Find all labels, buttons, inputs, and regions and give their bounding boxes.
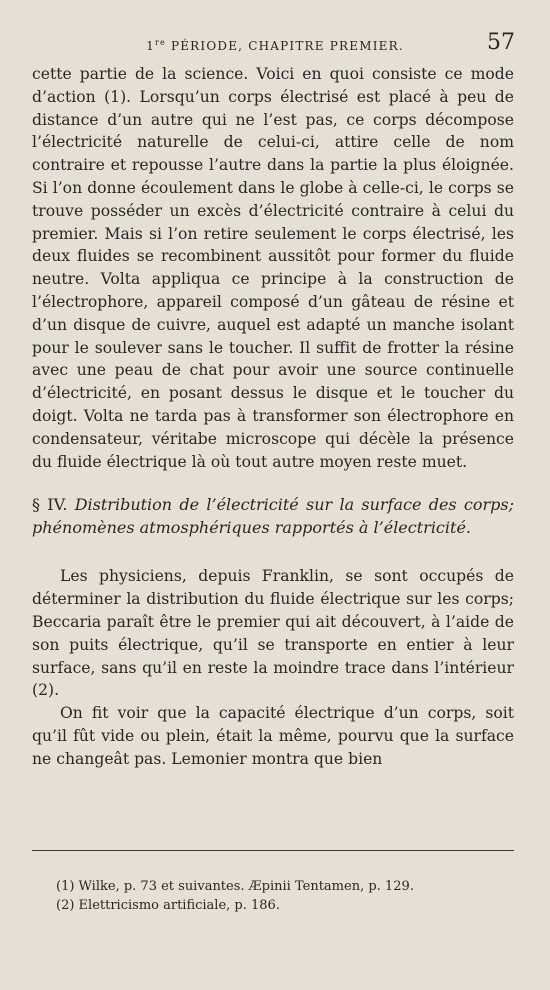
footnote-rule <box>32 850 514 851</box>
period-number: 1 <box>146 39 155 53</box>
section-number: § IV. <box>32 495 68 515</box>
page-number: 57 <box>487 30 515 55</box>
footnotes <box>56 877 414 915</box>
running-title-text: PÉRIODE, CHAPITRE PREMIER. <box>165 39 404 53</box>
section-title: Distribution de l’électricité sur la surface des corps; phénomènes atmosphériques rapportés à l’électricité. <box>32 495 514 538</box>
paragraph: Les physiciens, depuis Franklin, se sont occupés de déterminer la distribution du fluide électrique sur les corps; Beccaria paraît être le premier qui ait découvert, à l’aide de son puits électrique, qu’il se transporte en entier à leur surface, sans qu’il en reste la moindre trace dans l’intérieur (2). <box>32 567 514 700</box>
main-text <box>32 63 514 771</box>
running-header <box>0 26 550 56</box>
section-heading <box>32 493 514 539</box>
running-title <box>0 38 550 53</box>
footnote: (2) Elettricismo artificiale, p. 186. <box>56 898 280 913</box>
paragraph: cette partie de la science. Voici en quoi consiste ce mode d’action (1). Lorsqu’un corps électrisé est placé à peu de distance d’un autre qui ne l’est pas, ce corps décompose l’électricité naturelle de celui-ci, attire celle de nom contraire et repousse l’autre dans la partie la plus éloignée. Si l’on donne écoulement dans le globe à celle-ci, le corps se trouve posséder un excès d’électricité contraire à celui du premier. Mais si l’on retire seulement le corps électrisé, les deux fluides se recombinent aussitôt pour former du fluide neutre. Volta appliqua ce principe à la construction de l’électrophore, appareil composé d’un gâteau de résine et d’un disque de cuivre, auquel est adapté un manche isolant pour le soulever sans le toucher. Il suffit de frotter la résine avec une peau de chat pour avoir une source continuelle d’électricité, en posant dessus le disque et le toucher du doigt. Volta ne tarda pas à transformer son électrophore en condensateur, véritabe microscope qui décèle la présence du fluide électrique là où tout autre moyen reste muet. <box>32 65 514 471</box>
period-suffix: re <box>154 38 166 47</box>
paragraph: On fit voir que la capacité électrique d’un corps, soit qu’il fût vide ou plein, était la même, pourvu que la surface ne changeât pas. Lemonier montra que bien <box>32 704 514 768</box>
footnote: (1) Wilke, p. 73 et suivantes. Æpinii Tentamen, p. 129. <box>56 879 414 894</box>
